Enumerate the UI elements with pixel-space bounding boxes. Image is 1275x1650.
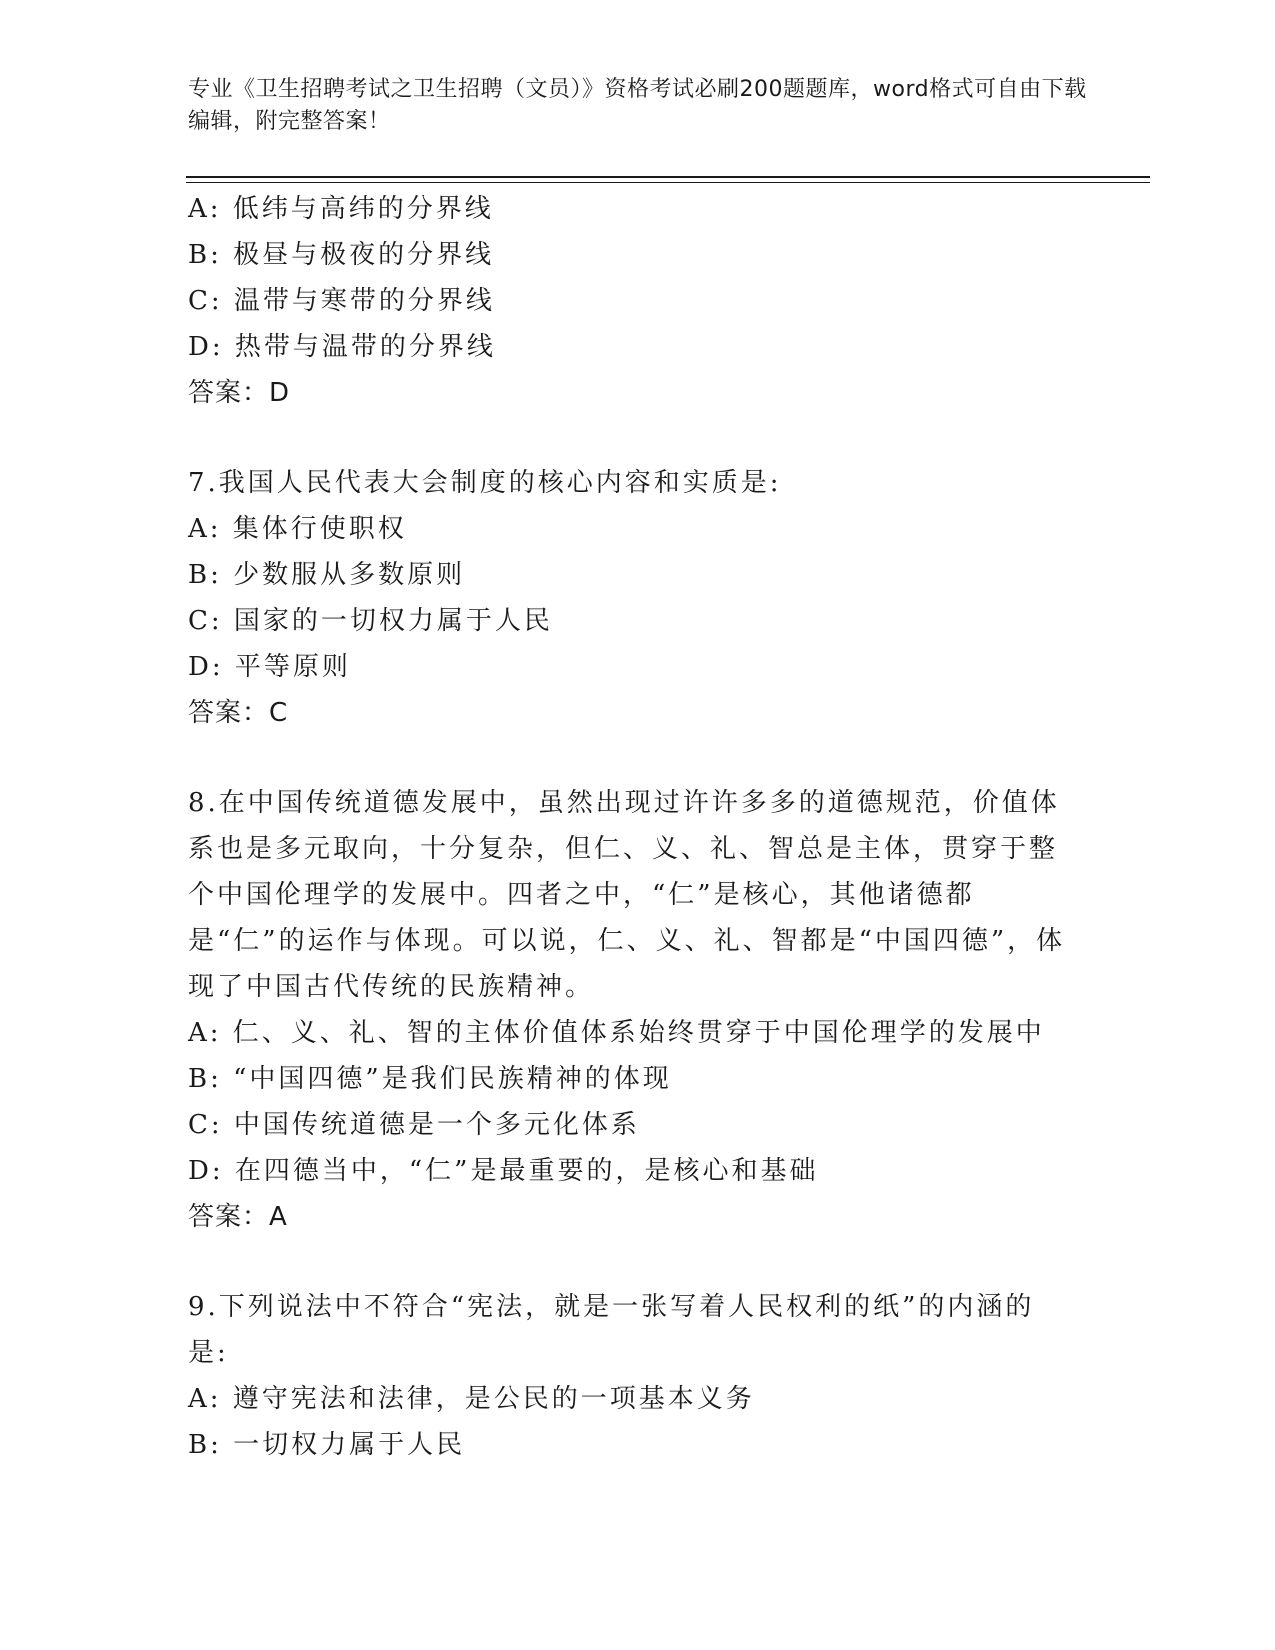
option-c: C: 中国传统道德是一个多元化体系 [188,1110,640,1140]
option-a: A: 遵守宪法和法律，是公民的一项基本义务 [188,1384,755,1414]
option-d: D: 平等原则 [188,652,351,682]
option-c: C: 国家的一切权力属于人民 [188,606,553,636]
question-stem: 8.在中国传统道德发展中，虽然出现过许许多多的道德规范，价值体系也是多元取向，十分复杂，但仁、义、礼、智总是主体，贯穿于整个中国伦理学的发展中。四者之中，“仁”是核心，其他诸德都是“仁”的运作与体现。可以说，仁、义、礼、智都是“中国四德”，体现了中国古代传统的民族精神。 [188,788,1066,1002]
question-7 [188,460,1068,736]
option-d: D: 在四德当中，“仁”是最重要的，是核心和基础 [188,1156,819,1186]
option-a: A: 集体行使职权 [188,514,407,544]
question-9 [188,1284,1068,1468]
answer-line: 答案：D [188,378,291,408]
question-stem: 7.我国人民代表大会制度的核心内容和实质是: [188,468,782,498]
document-header: 专业《卫生招聘考试之卫生招聘（文员）》资格考试必刷200题题库，word格式可自由下载编辑，附完整答案！ [188,77,1087,134]
answer-line: 答案：C [188,698,289,728]
option-d: D: 热带与温带的分界线 [188,332,496,362]
question-8 [188,780,1068,1240]
option-b: B: 极昼与极夜的分界线 [188,240,495,270]
option-a: A: 仁、义、礼、智的主体价值体系始终贯穿于中国伦理学的发展中 [188,1018,1045,1048]
option-b: B: 一切权力属于人民 [188,1430,466,1460]
option-b: B: “中国四德”是我们民族精神的体现 [188,1064,672,1094]
question-6-continued [188,186,1068,416]
option-c: C: 温带与寒带的分界线 [188,286,495,316]
header-rule-thick [186,176,1150,178]
header-rule-thin [186,182,1150,183]
option-a: A: 低纬与高纬的分界线 [188,194,494,224]
answer-line: 答案：A [188,1202,288,1232]
question-stem: 9.下列说法中不符合“宪法，就是一张写着人民权利的纸”的内涵的是: [188,1292,1035,1368]
option-b: B: 少数服从多数原则 [188,560,466,590]
document-body [188,186,1068,1468]
